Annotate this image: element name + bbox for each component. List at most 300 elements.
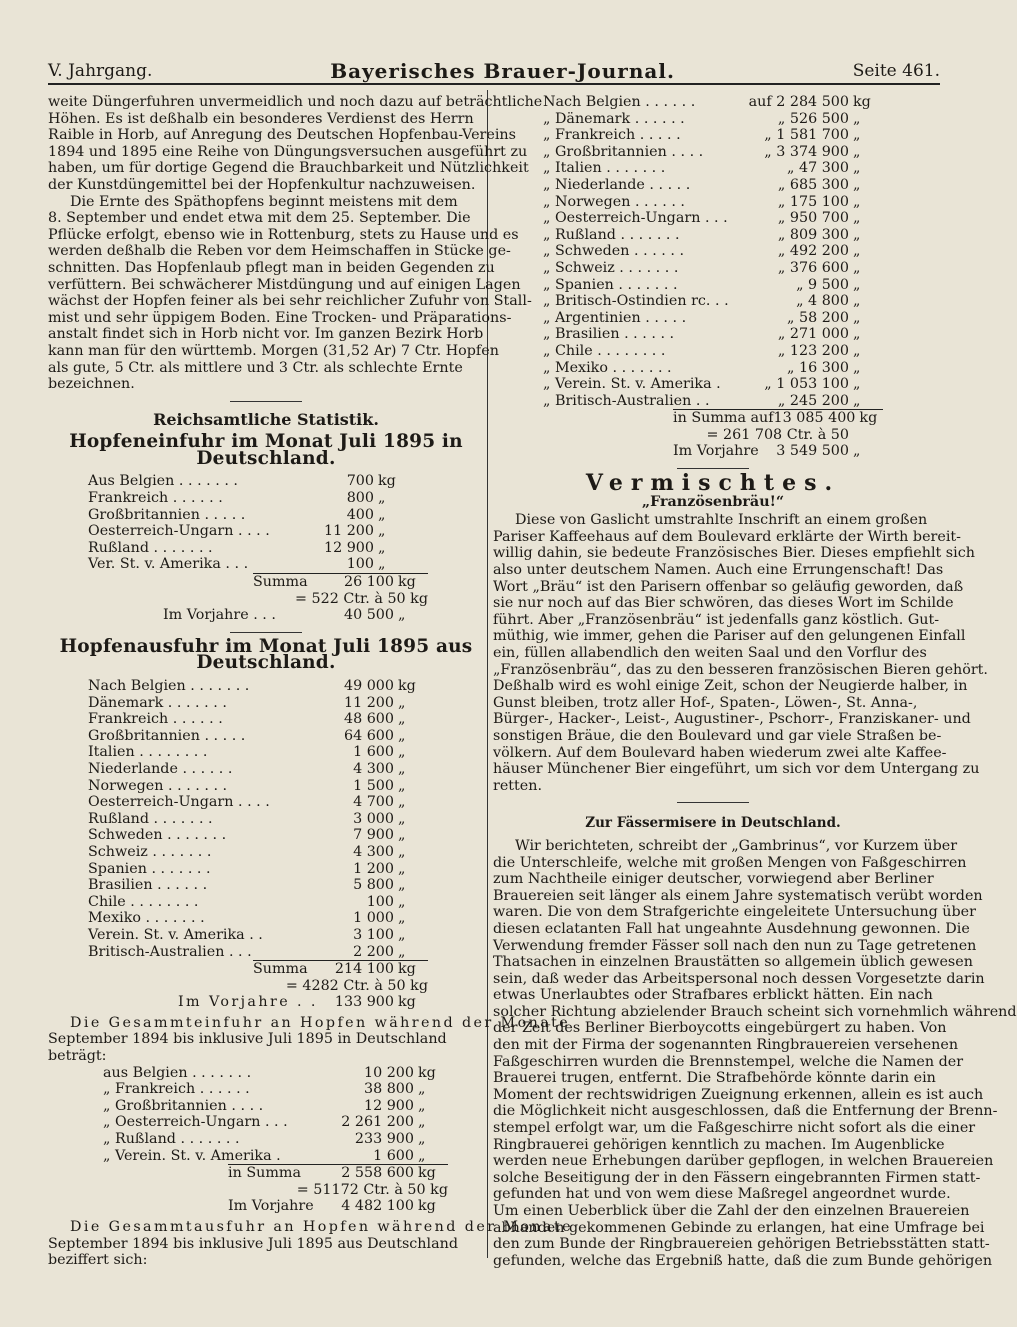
- total-export-prev: [673, 443, 883, 460]
- row-unit: „: [853, 110, 861, 127]
- table-row: [88, 944, 428, 961]
- text-line: beträgt:: [48, 1048, 107, 1065]
- text-line: Höhen. Es ist deßhalb ein besonderes Verdienst des Herrn: [48, 110, 474, 127]
- row-unit: „: [398, 711, 406, 728]
- row-unit: „: [853, 376, 861, 393]
- table-row: [543, 326, 883, 343]
- row-value: 2 261 200: [341, 1114, 414, 1131]
- table-row: [543, 144, 883, 161]
- row-value: 64 600: [343, 727, 394, 744]
- row-unit: „: [398, 910, 406, 927]
- text-line: der Zeit des Berliner Bierboycotts eingebürgert zu haben. Von: [493, 1020, 947, 1037]
- row-label: „ Niederlande . . . . .: [543, 176, 691, 193]
- total-export-summary: [493, 409, 883, 460]
- sum-value: 214 100: [334, 961, 394, 978]
- text-line: Die Ernte des Späthopfens beginnt meistens mit dem: [70, 193, 458, 210]
- sum-value: 2 558 600: [341, 1165, 414, 1182]
- row-value: 11 200: [343, 694, 394, 711]
- row-label: „ Britisch-Ostindien rc. . .: [543, 293, 729, 310]
- text-line: als gute, 5 Ctr. als mittlere und 3 Ctr. als schlechte Ernte: [48, 359, 463, 376]
- table-row: [543, 111, 883, 128]
- row-unit: „: [398, 777, 406, 794]
- text-line: schnitten. Das Hopfenlaub pflegt man in beiden Gegenden zu: [48, 259, 495, 276]
- total-import-sum: [228, 1164, 448, 1182]
- prev-unit: „: [853, 443, 861, 460]
- sum-label: Summa: [253, 574, 308, 591]
- row-unit: „: [378, 556, 386, 573]
- ctr-line: = 4282 Ctr. à 50 kg: [285, 977, 428, 994]
- text-line: Diese von Gaslicht umstrahlte Inschrift an einem großen: [515, 512, 928, 529]
- text-line: bezeichnen.: [48, 376, 135, 393]
- row-unit: „: [853, 143, 861, 160]
- total-export-intro: [48, 1219, 573, 1269]
- text-line: der Kunstdüngemittel bei der Hopfenkultur nachzuweisen.: [48, 176, 476, 193]
- table-row: [103, 1065, 448, 1082]
- row-label: Rußland . . . . . . .: [88, 810, 213, 827]
- table-row: [88, 523, 408, 540]
- row-value: „ 123 200: [777, 342, 849, 359]
- row-label: Großbritannien . . . . .: [88, 727, 246, 744]
- total-import-prev: [228, 1198, 448, 1215]
- row-label: Britisch-Australien . . .: [88, 943, 252, 960]
- row-unit: „: [398, 893, 406, 910]
- table-row: [103, 1148, 448, 1165]
- table-row: [88, 827, 428, 844]
- row-unit: „: [378, 490, 386, 507]
- row-label: „ Verein. St. v. Amerika .: [103, 1147, 281, 1164]
- row-unit: „: [398, 827, 406, 844]
- row-value: 3 100: [353, 926, 394, 943]
- sum-label: in Summa auf: [673, 410, 774, 427]
- text-line: sonstigen Bräue, die den Boulevard und gar viele Straßen be-: [493, 727, 942, 744]
- row-label: „ Schweden . . . . . .: [543, 243, 685, 260]
- row-unit: „: [853, 359, 861, 376]
- row-value: „ 526 500: [777, 110, 849, 127]
- article2-title: Zur Fässermisere in Deutschland.: [585, 815, 841, 832]
- prev-unit: „: [398, 607, 406, 624]
- table-row: [88, 695, 428, 712]
- table-row: [543, 227, 883, 244]
- row-label: Niederlande . . . . . .: [88, 760, 233, 777]
- row-value: 48 600: [343, 711, 394, 728]
- export-prev-row: [178, 994, 428, 1011]
- export-heading: Hopfenausfuhr im Monat Juli 1895 aus Deutschland.: [59, 635, 473, 674]
- total-import-ctr: [228, 1182, 448, 1199]
- text-line: beziffert sich:: [48, 1252, 148, 1269]
- table-row: [543, 94, 883, 111]
- table-row: [88, 761, 428, 778]
- text-line: abhanden gekommenen Gebinde zu erlangen, hat eine Umfrage bei: [493, 1219, 985, 1236]
- row-unit: „: [378, 506, 386, 523]
- volume-label: V. Jahrgang.: [48, 61, 153, 82]
- import-sum: [253, 573, 428, 591]
- row-unit: „: [398, 810, 406, 827]
- row-value: 49 000: [343, 678, 394, 694]
- row-value: 3 000: [353, 810, 394, 827]
- sum-unit: kg: [398, 574, 416, 591]
- table-row: [543, 194, 883, 211]
- row-unit: „: [853, 259, 861, 276]
- text-line: also unter deutschem Namen. Auch eine Errungenschaft! Das: [493, 562, 944, 579]
- row-value: 1 500: [353, 777, 394, 794]
- row-unit: „: [853, 193, 861, 210]
- table-row: [88, 877, 428, 894]
- row-value: „ 58 200: [787, 309, 849, 326]
- text-line: völkern. Auf dem Boulevard haben wiederum zwei alte Kaffee-: [493, 744, 947, 761]
- row-label: „ Rußland . . . . . . .: [543, 226, 680, 243]
- import-previous: [48, 607, 428, 624]
- text-line: Pflücke erfolgt, ebenso wie in Rottenburg, stets zu Hause und es: [48, 226, 519, 243]
- row-label: „ Dänemark . . . . . .: [543, 110, 685, 127]
- row-unit: „: [418, 1097, 426, 1114]
- total-import-table: [48, 1065, 448, 1165]
- row-value: „ 685 300: [777, 176, 849, 193]
- row-unit: „: [853, 309, 861, 326]
- row-value: „ 271 000: [777, 326, 849, 343]
- row-label: „ Verein. St. v. Amerika .: [543, 376, 721, 393]
- row-value: „ 376 600: [777, 259, 849, 276]
- text-line: Die Gesammteinfuhr an Hopfen während der Monate: [70, 1014, 571, 1031]
- row-unit: „: [398, 760, 406, 777]
- row-value: 100: [366, 893, 394, 910]
- row-label: Schweden . . . . . . .: [88, 827, 227, 844]
- row-value: 12 900: [363, 1097, 414, 1114]
- text-line: September 1894 bis inklusive Juli 1895 in Deutschland: [48, 1031, 447, 1048]
- table-row: [103, 1098, 448, 1115]
- row-unit: kg: [853, 94, 871, 110]
- row-label: „ Mexiko . . . . . . .: [543, 359, 672, 376]
- row-value: 1 600: [373, 1147, 414, 1164]
- export-ctr: [253, 978, 428, 995]
- separator: [677, 468, 749, 469]
- prev-label: Im Vorjahre: [673, 443, 759, 460]
- sum-label: Summa: [253, 961, 308, 978]
- prev-unit: kg: [398, 994, 416, 1011]
- total-import-summary: [48, 1164, 448, 1215]
- row-value: 1 000: [353, 910, 394, 927]
- table-row: [88, 507, 408, 524]
- text-line: stempel erfolgt war, um die Faßgeschirre nicht sofort als die einer: [493, 1120, 976, 1137]
- right-column: [493, 94, 1017, 1269]
- row-label: Frankreich . . . . . .: [88, 711, 223, 728]
- row-unit: „: [853, 243, 861, 260]
- text-line: Verwendung fremder Fässer soll nach den nun zu Tage getretenen: [493, 937, 977, 954]
- import-table: [48, 473, 408, 573]
- table-row: [88, 861, 428, 878]
- row-unit: kg: [398, 678, 416, 694]
- row-label: „ Italien . . . . . . .: [543, 160, 666, 177]
- table-row: [543, 343, 883, 360]
- row-unit: „: [853, 342, 861, 359]
- table-row: [543, 160, 883, 177]
- text-line: anstalt findet sich in Horb nicht vor. Im ganzen Bezirk Horb: [48, 326, 484, 343]
- row-label: Mexiko . . . . . . .: [88, 910, 205, 927]
- row-unit: „: [398, 843, 406, 860]
- row-unit: „: [853, 160, 861, 177]
- sum-unit: kg: [418, 1165, 436, 1182]
- row-value: „ 1 581 700: [764, 127, 849, 144]
- ctr-line: = 51172 Ctr. à 50 kg: [296, 1181, 448, 1198]
- text-line: waren. Die von dem Strafgerichte eingeleitete Untersuchung über: [493, 904, 976, 921]
- text-line: Um einen Ueberblick über die Zahl der den einzelnen Brauereien: [493, 1203, 970, 1219]
- table-row: [88, 811, 428, 828]
- row-unit: „: [378, 523, 386, 540]
- row-value: „ 16 300: [787, 359, 849, 376]
- row-value: „ 4 800: [796, 293, 849, 310]
- row-unit: „: [853, 392, 861, 409]
- row-unit: „: [398, 860, 406, 877]
- row-unit: „: [853, 127, 861, 144]
- prev-label: Im Vorjahre: [228, 1198, 314, 1215]
- text-line: Thatsachen in einzelnen Braustätten so allgemein üblich gewesen: [493, 954, 973, 971]
- row-label: Aus Belgien . . . . . . .: [88, 473, 238, 490]
- import-heading: Hopfeneinfuhr im Monat Juli 1895 in Deutschland.: [69, 431, 463, 469]
- row-value: 2 200: [353, 943, 394, 960]
- row-unit: „: [853, 210, 861, 227]
- row-label: „ Rußland . . . . . . .: [103, 1131, 240, 1148]
- text-line: häuser Münchener Bier eingeführt, um sich vor dem Untergang zu: [493, 761, 980, 778]
- table-row: [543, 127, 883, 144]
- text-line: Pariser Kaffeehaus auf dem Boulevard erklärte der Wirth bereit-: [493, 528, 961, 545]
- row-unit: „: [398, 943, 406, 960]
- journal-title: Bayerisches Brauer-Journal.: [330, 59, 675, 84]
- prev-value: 40 500: [343, 607, 394, 624]
- text-line: Raible in Horb, auf Anregung des Deutschen Hopfenbau-Vereins: [48, 127, 516, 144]
- text-line: retten.: [493, 777, 542, 794]
- text-line: die Unterschleife, welche mit großen Mengen von Faßgeschirren: [493, 854, 967, 871]
- row-value: „ 47 300: [787, 160, 849, 177]
- text-line: Wort „Bräu“ ist den Parisern offenbar so geläufig geworden, daß: [493, 578, 964, 595]
- table-row: [543, 210, 883, 227]
- export-table: [48, 678, 428, 960]
- text-line: September 1894 bis inklusive Juli 1895 aus Deutschland: [48, 1235, 458, 1252]
- row-value: 1 200: [353, 860, 394, 877]
- row-label: „ Norwegen . . . . . .: [543, 193, 685, 210]
- text-line: wächst der Hopfen feiner als bei sehr reichlicher Zufuhr von Stall-: [48, 293, 532, 310]
- row-unit: „: [418, 1081, 426, 1098]
- row-label: Verein. St. v. Amerika . .: [88, 926, 263, 943]
- table-row: [88, 894, 428, 911]
- row-label: Großbritannien . . . . .: [88, 506, 246, 523]
- row-value: „ 245 200: [777, 392, 849, 409]
- page-header: [48, 54, 940, 84]
- row-value: „ 492 200: [777, 243, 849, 260]
- row-value: 4 300: [353, 843, 394, 860]
- row-value: „ 175 100: [777, 193, 849, 210]
- table-row: [543, 177, 883, 194]
- text-line: Wir berichteten, schreibt der „Gambrinus“, vor Kurzem über: [515, 837, 958, 854]
- table-row: [103, 1081, 448, 1098]
- text-line: zum Nachtheile einiger deutscher, vorwiegend aber Berliner: [493, 871, 934, 888]
- text-line: solcher Richtung abzielender Brauch scheint sich vornehmlich während: [493, 1003, 1017, 1020]
- row-unit: „: [418, 1147, 426, 1164]
- header-rule: [48, 83, 940, 85]
- miscellany-heading: Vermischtes.: [585, 470, 841, 497]
- row-label: Dänemark . . . . . . .: [88, 694, 227, 711]
- prev-unit: kg: [418, 1198, 436, 1215]
- row-value: 5 800: [353, 877, 394, 894]
- row-unit: „: [378, 539, 386, 556]
- row-value: „ 950 700: [777, 210, 849, 227]
- text-line: Gunst bleiben, trotz aller Hof-, Spaten-, Löwen-, St. Anna-,: [493, 694, 918, 711]
- statistics-heading: Reichsamtliche Statistik.: [153, 409, 379, 429]
- text-line: 8. September und endet etwa mit dem 25. September. Die: [48, 210, 471, 227]
- text-line: Bürger-, Hacker-, Leist-, Augustiner-, Pschorr-, Franziskaner- und: [493, 711, 971, 728]
- row-label: Ver. St. v. Amerika . . .: [88, 556, 249, 573]
- table-row: [88, 794, 428, 811]
- row-value: 4 700: [353, 794, 394, 811]
- row-value: „ 3 374 900: [764, 143, 849, 160]
- row-label: „ Großbritannien . . . .: [543, 143, 704, 160]
- text-line: solche Beseitigung der in den Fässern eingebrannten Firmen statt-: [493, 1169, 981, 1186]
- row-unit: „: [398, 877, 406, 894]
- total-export-sum: [673, 409, 883, 427]
- text-line: mist und sehr üppigem Boden. Eine Trocken- und Präparations-: [48, 309, 512, 326]
- prev-value: 3 549 500: [776, 443, 849, 460]
- text-line: die Möglichkeit nicht ausgeschlossen, daß die Entfernung der Brenn-: [493, 1103, 998, 1120]
- row-unit: kg: [418, 1064, 436, 1081]
- text-line: gefunden, welche das Ergebniß hatte, daß die zum Bunde gehörigen: [493, 1252, 993, 1269]
- row-unit: „: [853, 226, 861, 243]
- row-label: Nach Belgien . . . . . .: [543, 94, 696, 110]
- row-value: 10 200: [363, 1064, 414, 1081]
- row-value: „ 1 053 100: [764, 376, 849, 393]
- row-unit: „: [398, 794, 406, 811]
- table-row: [543, 376, 883, 393]
- row-unit: „: [398, 727, 406, 744]
- prev-label: Im Vorjahre . .: [178, 994, 318, 1011]
- export-sum: [253, 960, 428, 978]
- export-summary: [48, 960, 428, 994]
- text-line: werden deßhalb die Reben vor dem Heimschaffen in Stücke ge-: [48, 243, 511, 260]
- row-unit: „: [853, 176, 861, 193]
- article2-text: [493, 837, 1017, 1269]
- row-value: 700: [346, 473, 374, 490]
- row-unit: „: [418, 1114, 426, 1131]
- row-unit: „: [853, 293, 861, 310]
- row-unit: kg: [378, 473, 396, 490]
- separator: [677, 802, 749, 803]
- row-value: 38 800: [363, 1081, 414, 1098]
- row-value: 12 900: [323, 539, 374, 556]
- row-unit: „: [853, 326, 861, 343]
- text-line: sein, daß weder das Arbeitspersonal noch dessen Vorgesetzte darin: [493, 970, 985, 987]
- text-line: Brauereien seit länger als einem Jahre systematisch verübt worden: [493, 887, 983, 904]
- prev-value: 133 900: [334, 994, 394, 1011]
- table-row: [88, 490, 408, 507]
- text-line: werden neue Erhebungen darüber gepflogen, in welchen Brauereien: [493, 1153, 994, 1170]
- row-unit: „: [398, 926, 406, 943]
- sum-value: 26 100: [343, 574, 394, 591]
- row-label: Oesterreich-Ungarn . . . .: [88, 523, 270, 540]
- row-label: „ Frankreich . . . . . .: [103, 1081, 250, 1098]
- table-row: [103, 1114, 448, 1131]
- prev-label: Im Vorjahre . . .: [163, 607, 276, 624]
- row-label: Oesterreich-Ungarn . . . .: [88, 794, 270, 811]
- row-unit: „: [398, 694, 406, 711]
- row-label: „ Oesterreich-Ungarn . . .: [103, 1114, 288, 1131]
- row-label: „ Brasilien . . . . . .: [543, 326, 675, 343]
- row-value: 7 900: [353, 827, 394, 844]
- row-label: „ Schweiz . . . . . . .: [543, 259, 679, 276]
- text-line: weite Düngerfuhren unvermeidlich und noch dazu auf beträchtliche: [48, 94, 543, 110]
- table-row: [88, 778, 428, 795]
- sum-value: 13 085 400: [773, 410, 856, 427]
- table-row: [88, 556, 408, 573]
- prev-value: 4 482 100: [341, 1198, 414, 1215]
- text-line: Ringbrauerei gehörigen kenntlich zu machen. Im Augenblicke: [493, 1136, 945, 1153]
- text-line: gefunden hat und von wem diese Maßregel angeordnet wurde.: [493, 1186, 951, 1203]
- sum-unit: kg: [398, 961, 416, 978]
- row-label: Nach Belgien . . . . . . .: [88, 678, 250, 694]
- text-line: willig dahin, sie bedeute Französisches Bier. Dieses empfiehlt sich: [493, 545, 975, 562]
- row-unit: „: [398, 744, 406, 761]
- row-label: Rußland . . . . . . .: [88, 539, 213, 556]
- page-number: Seite 461.: [852, 61, 940, 82]
- table-row: [543, 393, 883, 410]
- intro-paragraph: [48, 94, 543, 194]
- total-import-intro: [48, 1014, 571, 1065]
- table-row: [543, 260, 883, 277]
- text-line: Faßgeschirren wurden die Brennstempel, welche die Namen der: [493, 1053, 964, 1070]
- row-label: „ Argentinien . . . . .: [543, 309, 687, 326]
- row-label: „ Großbritannien . . . .: [103, 1097, 264, 1114]
- table-row: [88, 540, 408, 557]
- separator: [230, 632, 302, 633]
- row-label: „ Spanien . . . . . . .: [543, 276, 678, 293]
- text-line: 1894 und 1895 eine Reihe von Düngungsversuchen ausgeführt zu: [48, 143, 528, 160]
- separator: [230, 401, 302, 402]
- total-export-table: [493, 94, 883, 409]
- table-row: [88, 844, 428, 861]
- table-row: [543, 277, 883, 294]
- table-row: [543, 243, 883, 260]
- row-value: auf 2 284 500: [748, 94, 849, 110]
- table-row: [88, 678, 428, 695]
- row-unit: „: [418, 1131, 426, 1148]
- table-row: [543, 360, 883, 377]
- row-value: 400: [346, 506, 374, 523]
- text-line: haben, um für dortige Gegend die Brauchbarkeit und Nützlichkeit: [48, 160, 529, 177]
- text-line: sie nur noch auf das Bier schwören, das dieses Wort im Schilde: [493, 595, 954, 612]
- sum-unit: kg: [859, 410, 878, 427]
- text-line: etwas Unerlaubtes oder Strafbares erblickt hätten. Ein nach: [493, 987, 933, 1004]
- row-label: Norwegen . . . . . . .: [88, 777, 228, 794]
- row-label: „ Frankreich . . . . .: [543, 127, 681, 144]
- total-export-ctr: [673, 427, 883, 444]
- text-line: Brauerei trugen, entfernt. Die Strafbehörde könnte darin ein: [493, 1070, 936, 1087]
- table-row: [103, 1131, 448, 1148]
- text-line: führt. Aber „Französenbräu“ ist jedenfalls ganz köstlich. Gut-: [493, 611, 940, 628]
- row-value: 800: [346, 490, 374, 507]
- table-row: [88, 728, 428, 745]
- row-value: 11 200: [323, 523, 374, 540]
- table-row: [88, 910, 428, 927]
- text-line: Moment der rechtswidrigen Zueignung erkennen, allein es ist auch: [493, 1086, 984, 1103]
- row-label: „ Chile . . . . . . . .: [543, 342, 666, 359]
- row-label: „ Oesterreich-Ungarn . . .: [543, 210, 728, 227]
- import-prev-row: [163, 607, 428, 624]
- text-line: ein, füllen allabendlich den weiten Saal und den Vorflur des: [493, 645, 927, 661]
- row-value: 100: [346, 556, 374, 573]
- row-label: Frankreich . . . . . .: [88, 490, 223, 507]
- text-line: diesen eclatanten Fall hat ungeahnte Ausdehnung gewonnen. Die: [493, 920, 970, 937]
- ctr-line: = 522 Ctr. à 50 kg: [294, 590, 428, 607]
- table-row: [88, 927, 428, 944]
- row-value: „ 809 300: [777, 226, 849, 243]
- table-row: [88, 711, 428, 728]
- import-summary: [48, 573, 428, 607]
